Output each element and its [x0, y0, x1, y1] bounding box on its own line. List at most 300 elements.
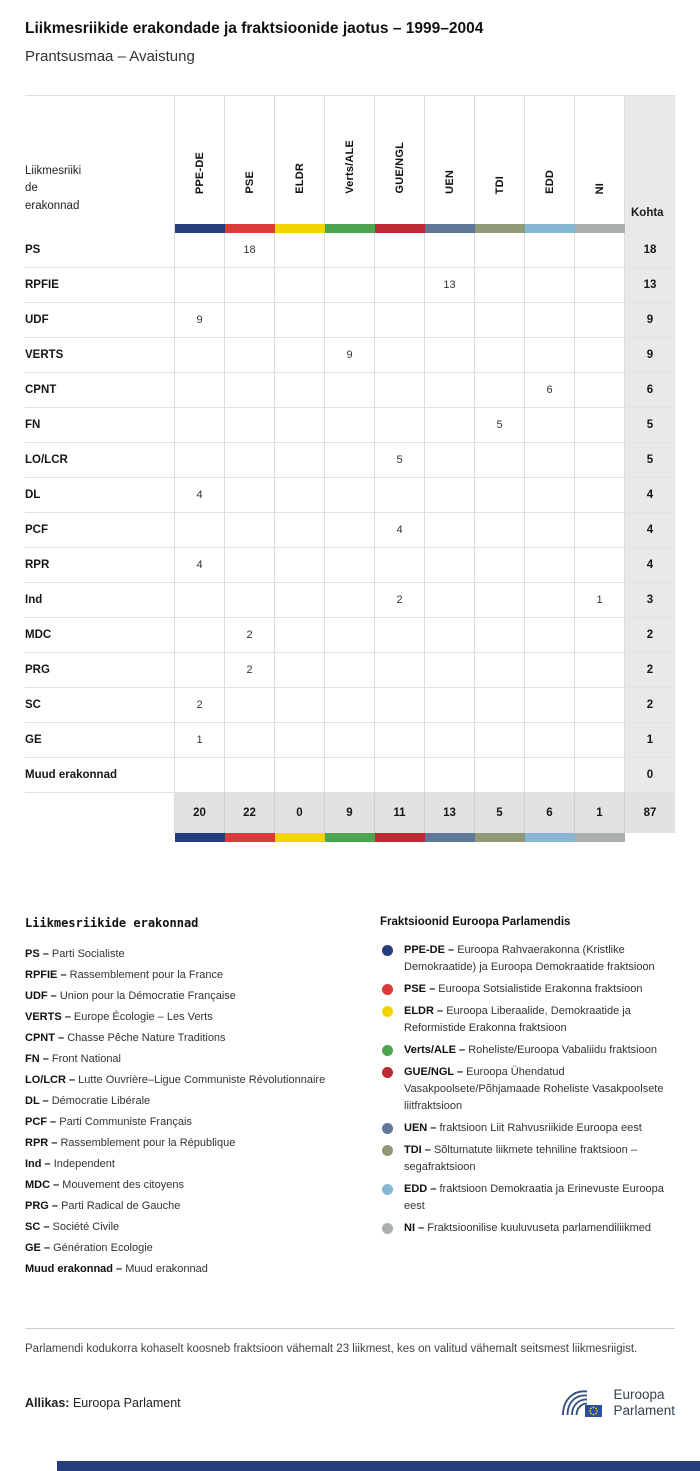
- seat-count-cell: [575, 338, 625, 373]
- seat-count-cell: 18: [225, 233, 275, 268]
- seat-count-cell: [475, 758, 525, 793]
- party-name-cell: PCF: [25, 513, 175, 548]
- group-total-cell: 11: [375, 793, 425, 833]
- party-name-cell: DL: [25, 478, 175, 513]
- party-name-cell: VERTS: [25, 338, 175, 373]
- totals-row-spacer: [25, 793, 175, 833]
- source-text: [25, 1396, 181, 1410]
- column-header-label: PPE-DE: [193, 151, 206, 194]
- group-color-bar: [225, 224, 275, 233]
- column-header: [425, 96, 475, 224]
- seat-count-cell: 4: [375, 513, 425, 548]
- seat-count-cell: [425, 303, 475, 338]
- color-bar-spacer: [625, 833, 675, 842]
- seat-count-cell: [275, 268, 325, 303]
- seat-count-cell: [475, 233, 525, 268]
- party-name-cell: Ind: [25, 583, 175, 618]
- party-legend-item: GE – Génération Ecologie: [25, 1242, 153, 1254]
- seat-count-cell: [275, 408, 325, 443]
- seat-count-cell: 1: [575, 583, 625, 618]
- party-abbr: RPFIE –: [25, 969, 70, 981]
- seat-count-cell: [325, 583, 375, 618]
- grand-total-cell: 87: [625, 793, 675, 833]
- seat-count-cell: [225, 583, 275, 618]
- seat-count-cell: [425, 723, 475, 758]
- seat-count-cell: [225, 758, 275, 793]
- seat-count-cell: [575, 303, 625, 338]
- seat-count-cell: [475, 338, 525, 373]
- seat-count-cell: [175, 233, 225, 268]
- row-total-cell: 2: [625, 688, 675, 723]
- seat-count-cell: [475, 583, 525, 618]
- ep-logo-line1: Euroopa: [613, 1387, 665, 1403]
- seat-count-cell: [275, 758, 325, 793]
- seat-count-cell: [575, 443, 625, 478]
- seat-count-cell: [475, 443, 525, 478]
- seat-count-cell: [225, 443, 275, 478]
- seat-count-cell: [525, 583, 575, 618]
- group-total-cell: 13: [425, 793, 475, 833]
- seat-count-cell: [475, 653, 525, 688]
- seat-count-cell: [425, 513, 475, 548]
- seat-count-cell: [575, 653, 625, 688]
- group-legend-item: ELDR – Euroopa Liberaalide, Demokraatide ja Reformistide Erakonna fraktsioon: [380, 1003, 675, 1037]
- party-legend-item: Muud erakonnad – Muud erakonnad: [25, 1263, 208, 1275]
- column-header: [475, 96, 525, 224]
- column-header: [175, 96, 225, 224]
- seat-count-cell: [525, 688, 575, 723]
- row-total-cell: 1: [625, 723, 675, 758]
- column-header-label: GUE/NGL: [393, 142, 406, 194]
- party-name-cell: MDC: [25, 618, 175, 653]
- ep-logo: [558, 1386, 675, 1420]
- group-total-cell: 0: [275, 793, 325, 833]
- party-name-cell: GE: [25, 723, 175, 758]
- seat-count-cell: 6: [525, 373, 575, 408]
- seat-count-cell: [425, 688, 475, 723]
- group-abbr: Verts/ALE –: [404, 1044, 469, 1056]
- column-header-label: UEN: [443, 170, 456, 194]
- seat-count-cell: [375, 478, 425, 513]
- row-total-cell: 18: [625, 233, 675, 268]
- party-abbr: MDC –: [25, 1179, 63, 1191]
- row-total-cell: 0: [625, 758, 675, 793]
- party-abbr: Ind –: [25, 1158, 54, 1170]
- seat-count-cell: 5: [475, 408, 525, 443]
- seat-count-cell: 2: [225, 618, 275, 653]
- group-color-bar: [275, 224, 325, 233]
- source-value: Euroopa Parlament: [72, 1396, 181, 1411]
- seat-count-cell: [225, 548, 275, 583]
- seat-count-cell: [525, 303, 575, 338]
- party-abbr: GE –: [25, 1242, 54, 1254]
- seat-count-cell: [425, 373, 475, 408]
- row-total-cell: 9: [625, 338, 675, 373]
- seat-count-cell: [375, 268, 425, 303]
- party-legend-item: MDC – Mouvement des citoyens: [25, 1179, 184, 1191]
- seat-count-cell: [325, 373, 375, 408]
- seat-count-cell: [275, 548, 325, 583]
- seat-count-cell: 2: [375, 583, 425, 618]
- seat-count-cell: [525, 548, 575, 583]
- seat-count-cell: [475, 373, 525, 408]
- party-legend-item: SC – Société Civile: [25, 1221, 120, 1233]
- party-name-cell: FN: [25, 408, 175, 443]
- group-color-bar: [575, 224, 625, 233]
- group-abbr: PPE-DE –: [404, 944, 458, 956]
- row-total-cell: 4: [625, 513, 675, 548]
- party-legend-item: Ind – Independent: [25, 1158, 115, 1170]
- group-color-bar: [425, 833, 475, 842]
- seat-count-cell: [175, 408, 225, 443]
- group-abbr: NI –: [404, 1222, 428, 1234]
- row-total-cell: 9: [625, 303, 675, 338]
- party-legend-item: RPR – Rassemblement pour la République: [25, 1137, 236, 1149]
- seat-count-cell: [175, 653, 225, 688]
- party-legend-item: LO/LCR – Lutte Ouvrière–Ligue Communiste Révolutionnaire: [25, 1074, 326, 1086]
- seat-count-cell: [425, 548, 475, 583]
- seat-count-cell: [325, 688, 375, 723]
- group-legend-item: TDI – Sõltumatute liikmete tehniline fraktsioon – segafraktsioon: [380, 1142, 675, 1176]
- seat-count-cell: [425, 478, 475, 513]
- source-label: Allikas:: [25, 1396, 70, 1411]
- seat-count-cell: [175, 513, 225, 548]
- column-header-label: Verts/ALE: [343, 140, 356, 194]
- eu-flag-icon: [585, 1405, 602, 1417]
- group-abbr: GUE/NGL –: [404, 1066, 467, 1078]
- seat-count-cell: [325, 478, 375, 513]
- seat-count-cell: [175, 618, 225, 653]
- column-header: [525, 96, 575, 224]
- group-color-bar: [225, 833, 275, 842]
- group-abbr: UEN –: [404, 1122, 440, 1134]
- group-total-cell: 1: [575, 793, 625, 833]
- row-total-cell: 5: [625, 443, 675, 478]
- group-color-bar: [525, 833, 575, 842]
- seat-count-cell: [525, 233, 575, 268]
- seat-count-cell: [225, 478, 275, 513]
- group-color-bar: [275, 833, 325, 842]
- seat-count-cell: [275, 618, 325, 653]
- row-total-cell: 6: [625, 373, 675, 408]
- group-color-bar: [175, 833, 225, 842]
- group-total-cell: 20: [175, 793, 225, 833]
- group-color-dot: [382, 984, 393, 995]
- row-total-cell: 4: [625, 478, 675, 513]
- seat-count-cell: [475, 723, 525, 758]
- group-color-bar: [325, 224, 375, 233]
- ep-logo-text: [613, 1387, 675, 1419]
- seat-count-cell: [525, 408, 575, 443]
- seat-count-cell: 4: [175, 548, 225, 583]
- seats-table: [25, 95, 675, 842]
- party-abbr: PS –: [25, 948, 52, 960]
- seat-count-cell: [275, 233, 325, 268]
- seat-count-cell: [525, 653, 575, 688]
- column-header: [225, 96, 275, 224]
- row-total-cell: 5: [625, 408, 675, 443]
- party-name-cell: PS: [25, 233, 175, 268]
- party-legend-item: UDF – Union pour la Démocratie Française: [25, 990, 236, 1002]
- group-legend-title: Fraktsioonid Euroopa Parlamendis: [380, 916, 571, 928]
- seat-count-cell: [325, 618, 375, 653]
- seat-count-cell: [375, 723, 425, 758]
- group-legend: [380, 916, 675, 1280]
- party-name-cell: UDF: [25, 303, 175, 338]
- group-color-bar: [575, 833, 625, 842]
- party-abbr: Muud erakonnad –: [25, 1263, 126, 1275]
- seat-count-cell: [425, 653, 475, 688]
- seat-count-cell: [325, 723, 375, 758]
- group-color-dot: [382, 945, 393, 956]
- group-total-cell: 5: [475, 793, 525, 833]
- party-legend-item: RPFIE – Rassemblement pour la France: [25, 969, 224, 981]
- seat-count-cell: [275, 653, 325, 688]
- party-abbr: DL –: [25, 1095, 52, 1107]
- party-abbr: VERTS –: [25, 1011, 74, 1023]
- group-legend-item: PPE-DE – Euroopa Rahvaerakonna (Kristlike Demokraatide) ja Euroopa Demokraatide fraktsioon: [380, 942, 675, 976]
- seat-count-cell: [525, 478, 575, 513]
- column-header: [275, 96, 325, 224]
- seat-count-cell: [275, 373, 325, 408]
- party-abbr: PCF –: [25, 1116, 60, 1128]
- group-abbr: ELDR –: [404, 1005, 447, 1017]
- column-header: [575, 96, 625, 224]
- seats-column-header: [625, 96, 675, 224]
- seat-count-cell: [525, 758, 575, 793]
- seat-count-cell: 4: [175, 478, 225, 513]
- seat-count-cell: 2: [175, 688, 225, 723]
- party-legend-title: Liikmesriikide erakonnad: [25, 916, 199, 930]
- seat-count-cell: [375, 548, 425, 583]
- seat-count-cell: [425, 408, 475, 443]
- seat-count-cell: [275, 723, 325, 758]
- seat-count-cell: [175, 373, 225, 408]
- seat-count-cell: [175, 583, 225, 618]
- column-header-label: TDI: [493, 175, 506, 194]
- seat-count-cell: [425, 758, 475, 793]
- column-header-label: NI: [593, 182, 606, 194]
- ep-logo-mark: [558, 1386, 604, 1420]
- seat-count-cell: [375, 618, 425, 653]
- seat-count-cell: [275, 583, 325, 618]
- group-abbr: PSE –: [404, 983, 439, 995]
- group-legend-item: GUE/NGL – Euroopa Ühendatud Vasakpoolsete/Põhjamaade Roheliste Vasakpoolsete liitfraktsioon: [380, 1064, 675, 1115]
- party-legend-item: PCF – Parti Communiste Français: [25, 1116, 192, 1128]
- seat-count-cell: [375, 408, 425, 443]
- group-legend-item: PSE – Euroopa Sotsialistide Erakonna fraktsioon: [380, 981, 675, 998]
- ep-logo-line2: Parlament: [613, 1403, 675, 1419]
- group-color-bar: [375, 224, 425, 233]
- row-total-cell: 3: [625, 583, 675, 618]
- group-legend-items: [380, 942, 675, 1237]
- group-total-cell: 6: [525, 793, 575, 833]
- seat-count-cell: [575, 233, 625, 268]
- seat-count-cell: [525, 723, 575, 758]
- seat-count-cell: [425, 233, 475, 268]
- seat-count-cell: [275, 513, 325, 548]
- column-header: [325, 96, 375, 224]
- page-title: Liikmesriikide erakondade ja fraktsioonide jaotus – 1999–2004: [25, 20, 484, 37]
- seat-count-cell: [325, 408, 375, 443]
- seat-count-cell: [275, 443, 325, 478]
- seat-count-cell: [325, 303, 375, 338]
- party-abbr: LO/LCR –: [25, 1074, 79, 1086]
- seat-count-cell: 9: [175, 303, 225, 338]
- group-color-bar: [475, 224, 525, 233]
- row-total-cell: 13: [625, 268, 675, 303]
- seat-count-cell: [525, 513, 575, 548]
- group-total-cell: 22: [225, 793, 275, 833]
- seat-count-cell: [425, 338, 475, 373]
- seat-count-cell: [575, 478, 625, 513]
- seat-count-cell: [225, 513, 275, 548]
- seat-count-cell: [175, 268, 225, 303]
- party-legend-item: VERTS – Europe Écologie – Les Verts: [25, 1011, 213, 1023]
- seat-count-cell: [225, 303, 275, 338]
- group-color-bar: [375, 833, 425, 842]
- group-legend-item: NI – Fraktsioonilise kuuluvuseta parlamendiliikmed: [380, 1220, 675, 1237]
- column-header-label: ELDR: [293, 163, 306, 194]
- seat-count-cell: [475, 618, 525, 653]
- table-corner: [25, 96, 175, 224]
- row-total-cell: 2: [625, 618, 675, 653]
- seat-count-cell: [275, 303, 325, 338]
- seat-count-cell: [575, 548, 625, 583]
- group-color-dot: [382, 1145, 393, 1156]
- party-abbr: SC –: [25, 1221, 53, 1233]
- seat-count-cell: [325, 268, 375, 303]
- seat-count-cell: [225, 688, 275, 723]
- seat-count-cell: [375, 373, 425, 408]
- seats-header-label: Kohta: [631, 207, 664, 219]
- seat-count-cell: [275, 478, 325, 513]
- seat-count-cell: [575, 688, 625, 723]
- party-legend-item: CPNT – Chasse Pêche Nature Traditions: [25, 1032, 226, 1044]
- seat-count-cell: [375, 233, 425, 268]
- party-legend-items: [25, 944, 380, 1280]
- seat-count-cell: [225, 268, 275, 303]
- hemicycle-arcs: [563, 1392, 587, 1416]
- seat-count-cell: [475, 268, 525, 303]
- party-name-cell: RPR: [25, 548, 175, 583]
- party-legend-item: PRG – Parti Radical de Gauche: [25, 1200, 181, 1212]
- group-legend-item: UEN – fraktsioon Liit Rahvusriikide Euroopa eest: [380, 1120, 675, 1137]
- row-total-cell: 4: [625, 548, 675, 583]
- group-color-dot: [382, 1045, 393, 1056]
- footnote-text: Parlamendi kodukorra kohaselt koosneb fraktsioon vähemalt 23 liikmest, kes on valitud vähemalt seitsmest liikmesriigist.: [25, 1343, 638, 1355]
- party-abbr: UDF –: [25, 990, 60, 1002]
- seat-count-cell: [175, 758, 225, 793]
- color-bar-spacer: [25, 224, 175, 233]
- party-name-cell: RPFIE: [25, 268, 175, 303]
- party-name-cell: CPNT: [25, 373, 175, 408]
- party-name-cell: SC: [25, 688, 175, 723]
- seat-count-cell: [525, 268, 575, 303]
- seat-count-cell: [525, 618, 575, 653]
- group-abbr: EDD –: [404, 1183, 440, 1195]
- seat-count-cell: [575, 758, 625, 793]
- party-legend-item: PS – Parti Socialiste: [25, 948, 125, 960]
- color-bar-spacer: [25, 833, 175, 842]
- seat-count-cell: [475, 303, 525, 338]
- footnote-divider: [25, 1328, 675, 1329]
- group-color-dot: [382, 1123, 393, 1134]
- column-header-label: PSE: [243, 171, 256, 194]
- seat-count-cell: [275, 688, 325, 723]
- seat-count-cell: [275, 338, 325, 373]
- seat-count-cell: [325, 548, 375, 583]
- seat-count-cell: [575, 513, 625, 548]
- group-color-dot: [382, 1067, 393, 1078]
- group-legend-item: EDD – fraktsioon Demokraatia ja Erinevuste Euroopa eest: [380, 1181, 675, 1215]
- source-row: [25, 1386, 675, 1420]
- seat-count-cell: [575, 723, 625, 758]
- seat-count-cell: [525, 443, 575, 478]
- group-color-bar: [475, 833, 525, 842]
- seat-count-cell: [175, 338, 225, 373]
- seat-count-cell: 9: [325, 338, 375, 373]
- seat-count-cell: [425, 583, 475, 618]
- party-abbr: RPR –: [25, 1137, 61, 1149]
- party-abbr: CPNT –: [25, 1032, 68, 1044]
- group-color-dot: [382, 1184, 393, 1195]
- seat-count-cell: [375, 653, 425, 688]
- seat-count-cell: 5: [375, 443, 425, 478]
- party-abbr: FN –: [25, 1053, 52, 1065]
- seat-count-cell: [325, 443, 375, 478]
- seat-count-cell: [225, 408, 275, 443]
- seat-count-cell: [325, 233, 375, 268]
- group-color-bar: [425, 224, 475, 233]
- page-subtitle: Prantsusmaa – Avaistung: [25, 48, 195, 65]
- seat-count-cell: [575, 408, 625, 443]
- seat-count-cell: 2: [225, 653, 275, 688]
- seat-count-cell: [475, 688, 525, 723]
- party-name-cell: PRG: [25, 653, 175, 688]
- seat-count-cell: [225, 723, 275, 758]
- seat-count-cell: [325, 653, 375, 688]
- group-legend-item: Verts/ALE – Roheliste/Euroopa Vabaliidu fraktsioon: [380, 1042, 675, 1059]
- seat-count-cell: [475, 478, 525, 513]
- seat-count-cell: [225, 338, 275, 373]
- seat-count-cell: 1: [175, 723, 225, 758]
- seat-count-cell: [525, 338, 575, 373]
- legend-section: [25, 916, 675, 1280]
- group-color-bar: [525, 224, 575, 233]
- seat-count-cell: [225, 373, 275, 408]
- group-color-dot: [382, 1223, 393, 1234]
- seat-count-cell: [425, 618, 475, 653]
- seat-count-cell: [475, 513, 525, 548]
- seat-count-cell: [575, 618, 625, 653]
- seat-count-cell: 13: [425, 268, 475, 303]
- seat-count-cell: [425, 443, 475, 478]
- seat-count-cell: [375, 688, 425, 723]
- color-bar-spacer: [625, 224, 675, 233]
- seat-count-cell: [575, 373, 625, 408]
- party-abbr: PRG –: [25, 1200, 62, 1212]
- group-color-dot: [382, 1006, 393, 1017]
- column-header: [375, 96, 425, 224]
- group-color-bar: [175, 224, 225, 233]
- group-total-cell: 9: [325, 793, 375, 833]
- seat-count-cell: [325, 513, 375, 548]
- seat-count-cell: [325, 758, 375, 793]
- group-color-bar: [325, 833, 375, 842]
- row-total-cell: 2: [625, 653, 675, 688]
- party-legend: [25, 916, 380, 1280]
